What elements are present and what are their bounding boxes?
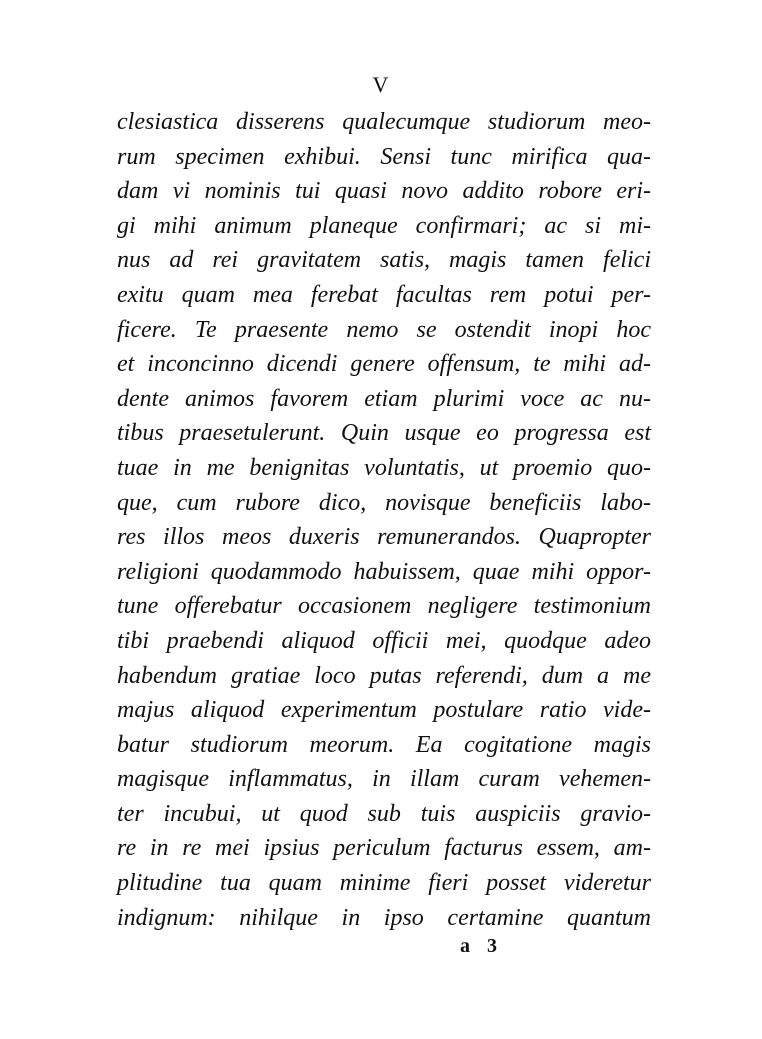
text-line: religioni quodammodo habuissem, quae mihi oppor- xyxy=(117,558,651,585)
text-line: tuae in me benignitas voluntatis, ut proemio quo- xyxy=(117,454,651,481)
text-line: majus aliquod experimentum postulare ratio vide- xyxy=(117,697,651,724)
text-line: dente animos favorem etiam plurimi voce ac nu- xyxy=(117,385,651,412)
text-line: tibus praesetulerunt. Quin usque eo progressa est xyxy=(117,420,651,447)
text-line: clesiastica disserens qualecumque studiorum meo- xyxy=(117,109,651,135)
text-line: ficere. Te praesente nemo se ostendit inopi hoc xyxy=(117,316,651,343)
body-text xyxy=(117,105,651,935)
text-line: ter incubui, ut quod sub tuis auspiciis gravio- xyxy=(117,800,651,827)
text-line: tune offerebatur occasionem negligere testimonium xyxy=(117,593,651,620)
text-line: et inconcinno dicendi genere offensum, te mihi ad- xyxy=(117,351,651,378)
text-line: rum specimen exhibui. Sensi tunc mirifica qua- xyxy=(117,143,651,170)
text-line: plitudine tua quam minime fieri posset videretur xyxy=(117,870,651,897)
text-line: nus ad rei gravitatem satis, magis tamen felici xyxy=(117,247,651,274)
page-number: V xyxy=(372,72,390,97)
signature-mark: a 3 xyxy=(460,935,503,957)
text-line: magisque inflammatus, in illam curam vehemen- xyxy=(117,766,651,793)
text-line: exitu quam mea ferebat facultas rem potui per- xyxy=(117,281,651,308)
text-line: gi mihi animum planeque confirmari; ac si mi- xyxy=(117,212,651,239)
text-line: res illos meos duxeris remunerandos. Quapropter xyxy=(117,524,651,551)
text-line: tibi praebendi aliquod officii mei, quodque adeo xyxy=(117,627,651,654)
text-line: batur studiorum meorum. Ea cogitatione magis xyxy=(117,731,651,758)
text-line: indignum: nihilque in ipso certamine quantum xyxy=(117,904,651,931)
text-line: habendum gratiae loco putas referendi, dum a me xyxy=(117,662,651,689)
text-line: que, cum rubore dico, novisque beneficiis labo- xyxy=(117,489,651,516)
text-line: dam vi nominis tui quasi novo addito robore eri- xyxy=(117,178,651,205)
text-line: re in re mei ipsius periculum facturus essem, am- xyxy=(117,835,651,862)
